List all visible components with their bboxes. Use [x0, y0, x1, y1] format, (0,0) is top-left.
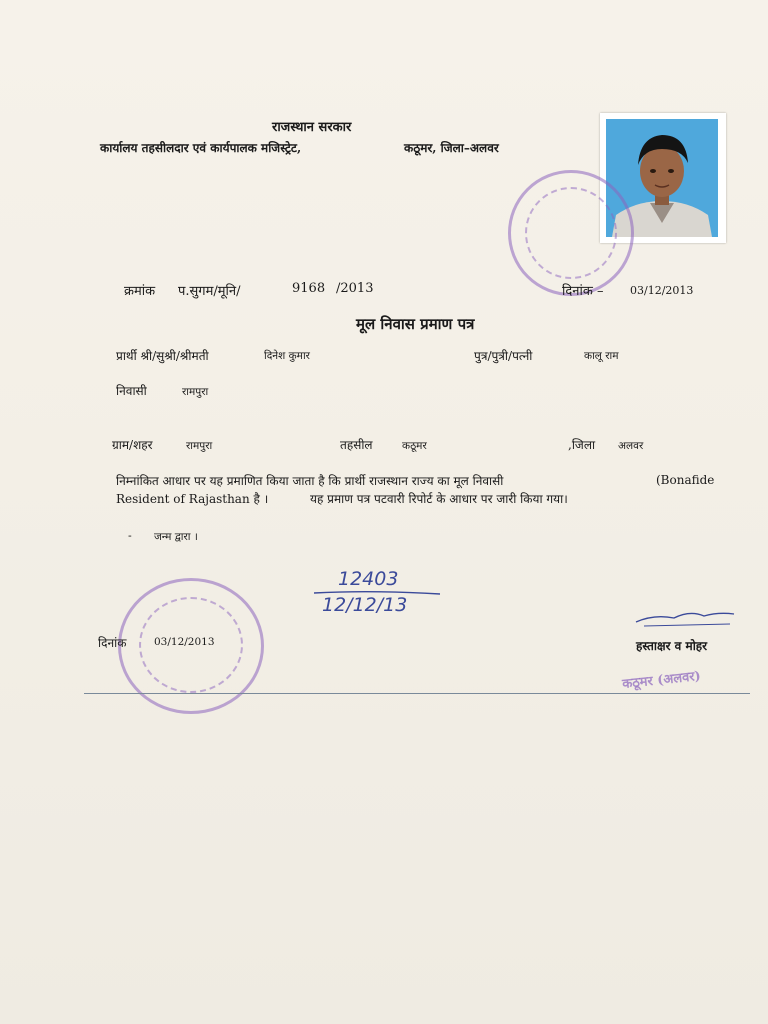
father-name: कालू राम — [584, 350, 619, 362]
certificate-body-line2a: Resident of Rajasthan है । — [116, 492, 269, 506]
reference-date-label: दिनांक – — [562, 284, 604, 299]
reference-year: /2013 — [336, 281, 374, 296]
signature-seal-text: कठूमर (अलवर) — [621, 668, 702, 693]
footer-date-label: दिनांक — [98, 636, 127, 650]
official-seal-top — [508, 170, 634, 296]
handwritten-number: 12403 — [338, 568, 399, 590]
certificate-body-bonafide: (Bonafide — [656, 473, 715, 487]
tehsil-value: कठूमर — [402, 440, 427, 452]
footer-date: 03/12/2013 — [154, 636, 215, 648]
district-label: ,जिला — [568, 438, 596, 452]
certificate-title: मूल निवास प्रमाण पत्र — [356, 315, 475, 333]
district-value: अलवर — [618, 440, 644, 452]
office-heading: कार्यालय तहसीलदार एवं कार्यपालक मजिस्ट्रेट, — [100, 141, 302, 155]
divider-line — [84, 693, 750, 694]
tehsil-label: तहसील — [340, 438, 373, 452]
handwritten-date: 12/12/13 — [322, 594, 408, 616]
relation-label: पुत्र/पुत्री/पत्नी — [474, 349, 533, 363]
signature-mark — [634, 606, 738, 628]
certificate-body-line1: निम्नांकित आधार पर यह प्रमाणित किया जाता है कि प्रार्थी राजस्थान राज्य का मूल निवासी — [116, 474, 504, 488]
government-heading: राजस्थान सरकार — [272, 120, 352, 135]
signature-label: हस्ताक्षर व मोहर — [636, 639, 708, 653]
resident-label: निवासी — [116, 384, 147, 398]
reference-prefix: प.सुगम/मूनि/ — [178, 284, 241, 299]
reference-number: 9168 — [292, 281, 326, 296]
resident-value: रामपुरा — [182, 386, 209, 398]
basis-text: जन्म द्वारा । — [154, 531, 198, 543]
basis-dash: - — [128, 529, 132, 542]
office-location: कठूमर, जिला–अलवर — [404, 141, 499, 155]
applicant-name: दिनेश कुमार — [264, 350, 310, 362]
reference-label: क्रमांक — [124, 284, 156, 299]
reference-date: 03/12/2013 — [630, 284, 694, 297]
certificate-body-line2b: यह प्रमाण पत्र पटवारी रिपोर्ट के आधार पर जारी किया गया। — [310, 492, 568, 506]
applicant-name-label: प्रार्थी श्री/सुश्री/श्रीमती — [116, 349, 209, 363]
village-label: ग्राम/शहर — [112, 438, 153, 452]
village-value: रामपुरा — [186, 440, 213, 452]
